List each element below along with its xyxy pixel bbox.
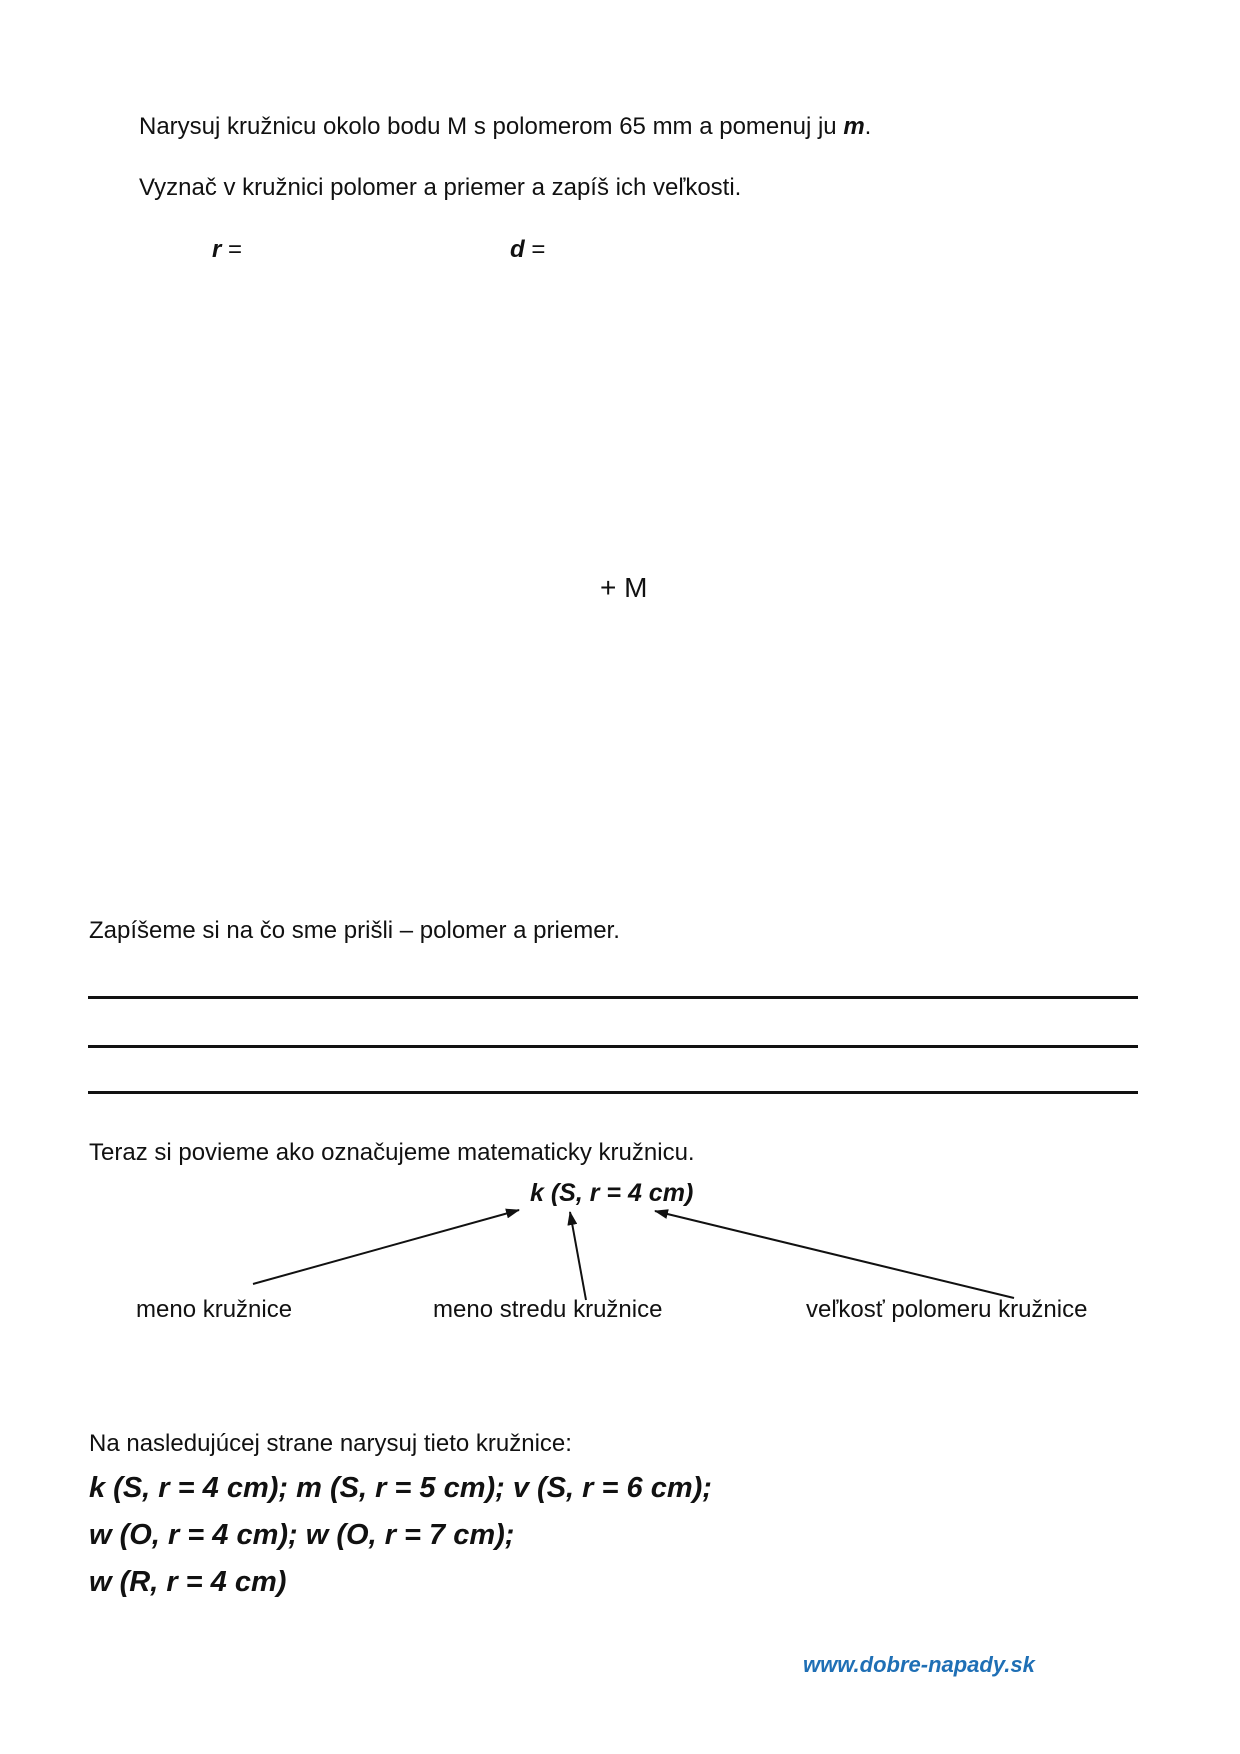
arrow-to-center-name xyxy=(570,1212,586,1300)
summary-instruction: Zapíšeme si na čo sme prišli – polomer a priemer. xyxy=(89,917,620,944)
label-radius-size: veľkosť polomeru kružnice xyxy=(806,1296,1088,1323)
circle-list-line-3: w (R, r = 4 cm) xyxy=(89,1566,287,1598)
task2-instruction: Vyznač v kružnici polomer a priemer a zapíš ich veľkosti. xyxy=(139,174,742,201)
task1-period: . xyxy=(864,113,872,140)
radius-equals: = xyxy=(221,236,243,263)
label-center-name: meno stredu kružnice xyxy=(433,1296,663,1323)
website-link[interactable]: www.dobre-napady.sk xyxy=(803,1652,1035,1677)
circle-name-letter: m xyxy=(843,113,865,140)
circle-list-line-2: w (O, r = 4 cm); w (O, r = 7 cm); xyxy=(89,1519,515,1551)
label-circle-name: meno kružnice xyxy=(136,1296,293,1323)
arrow-to-radius-size xyxy=(655,1211,1014,1298)
notation-intro: Teraz si povieme ako označujeme matematicky kružnicu. xyxy=(89,1139,695,1166)
diameter-variable: d xyxy=(510,236,525,263)
circle-list-line-1: k (S, r = 4 cm); m (S, r = 5 cm); v (S, r = 6 cm); xyxy=(89,1472,712,1504)
center-point-m: + M xyxy=(600,572,648,603)
task1-text: Narysuj kružnicu okolo bodu M s polomerom 65 mm a pomenuj ju xyxy=(139,113,837,140)
arrow-to-circle-name xyxy=(253,1210,519,1284)
diameter-equals: = xyxy=(524,236,546,263)
radius-variable: r xyxy=(212,236,222,263)
next-page-intro: Na nasledujúcej strane narysuj tieto kružnice: xyxy=(89,1430,572,1457)
notation-formula: k (S, r = 4 cm) xyxy=(530,1179,694,1207)
